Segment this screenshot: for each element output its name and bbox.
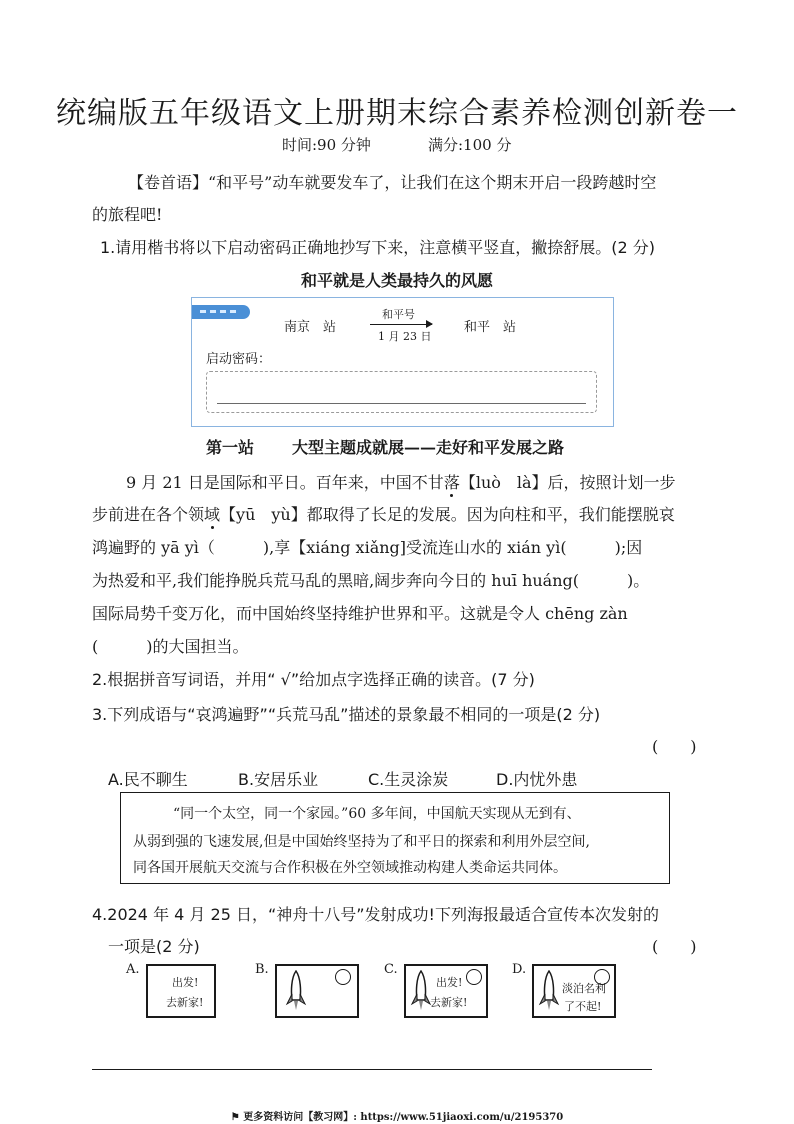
circle-icon <box>594 969 610 985</box>
station-title: 大型主题成就展——走好和平发展之路 <box>292 438 565 457</box>
peace-motto: 和平就是人类最持久的风愿 <box>300 271 493 290</box>
quote-box <box>120 792 670 884</box>
option-d[interactable]: D.内忧外患 <box>496 770 578 789</box>
passage-line-5: 国际局势千变万化，而中国始终坚持维护世界和平。这就是令人 chēng zàn <box>92 604 628 623</box>
question-4-line-2: 一项是(2 分) <box>108 937 200 956</box>
arrow-right-icon <box>370 324 432 325</box>
poster-frame: 淡泊名利 了不起! <box>532 964 616 1018</box>
arrival-station: 和平 站 <box>464 320 517 335</box>
passage-line-2: 步前进在各个领域【yū yù】都取得了长足的发展。因为向柱和平，我们能摆脱哀 <box>92 505 675 524</box>
question-1: 1.请用楷书将以下启动密码正确地抄写下来，注意横平竖直，撇捺舒展。(2 分) <box>100 238 656 257</box>
circle-icon <box>335 969 351 985</box>
station-label: 第一站 <box>206 438 255 457</box>
poster-frame: 出发! 去新家! <box>146 964 216 1018</box>
quote-line-3: 同各国开展航天交流与合作积极在外空领域推动构建人类命运共同体。 <box>133 860 567 876</box>
train-ticket <box>191 297 614 427</box>
exam-time: 时间:90 分钟 <box>282 136 371 154</box>
intro-line-2: 的旅程吧! <box>92 205 163 224</box>
rocket-icon <box>538 970 560 1012</box>
ticket-date: 1 月 23 日 <box>378 330 432 343</box>
footer-divider <box>92 1069 652 1070</box>
dotted-char: 域 <box>204 505 221 524</box>
page-title: 统编版五年级语文上册期末综合素养检测创新卷一 <box>56 96 738 131</box>
writing-line <box>217 403 586 404</box>
password-write-area[interactable] <box>206 371 597 413</box>
footer-link[interactable]: ⚑ 更多资料访问【教习网】: https://www.51jiaoxi.com/u/2195370 <box>230 1112 564 1123</box>
passage-line-1: 9 月 21 日是国际和平日。百年来，中国不甘落【luò là】后，按照计划一步 <box>126 473 676 492</box>
poster-frame: 出发! 去新家! <box>404 964 488 1018</box>
quote-line-2: 从弱到强的飞速发展,但是中国始终坚持为了和平日的探索和利用外层空间, <box>133 834 590 850</box>
intro-line-1: 【卷首语】“和平号”动车就要发车了，让我们在这个期末开启一段跨越时空 <box>128 173 657 192</box>
answer-paren[interactable]: ( ) <box>652 737 697 756</box>
rocket-icon <box>285 970 307 1012</box>
question-2: 2.根据拼音写词语，并用“ √”给加点字选择正确的读音。(7 分) <box>92 670 535 689</box>
exam-score: 满分:100 分 <box>428 136 512 154</box>
question-4-line-1: 4.2024 年 4 月 25 日，“神舟十八号”发射成功!下列海报最适合宣传本次发射的 <box>92 905 659 924</box>
question-3: 3.下列成语与“哀鸿遍野”“兵荒马乱”描述的景象最不相同的一项是(2 分) <box>92 705 601 724</box>
option-a[interactable]: A.民不聊生 <box>108 770 188 789</box>
rocket-icon <box>410 970 432 1012</box>
poster-frame <box>275 964 359 1018</box>
passage-line-6: ( )的大国担当。 <box>92 637 249 656</box>
option-c[interactable]: C.生灵涂炭 <box>368 770 449 789</box>
password-label: 启动密码： <box>206 352 272 367</box>
option-b[interactable]: B.安居乐业 <box>238 770 319 789</box>
departure-station: 南京 站 <box>284 320 337 335</box>
quote-line-1: “同一个太空，同一个家园。”60 多年间，中国航天实现从无到有、 <box>173 806 581 822</box>
answer-paren[interactable]: ( ) <box>652 937 697 956</box>
flag-icon: ⚑ <box>230 1112 244 1123</box>
circle-icon <box>466 969 482 985</box>
passage-line-3: 鸿遍野的 yā yì（ ),享【xiáng xiǎng]受流连山水的 xián yì( );因 <box>92 538 643 557</box>
passage-line-4: 为热爱和平,我们能挣脱兵荒马乱的黑暗,阔步奔向今日的 huī huáng( )。 <box>92 571 650 590</box>
train-icon <box>192 305 250 319</box>
dotted-char: 落 <box>443 473 460 492</box>
train-name: 和平号 <box>382 308 415 321</box>
